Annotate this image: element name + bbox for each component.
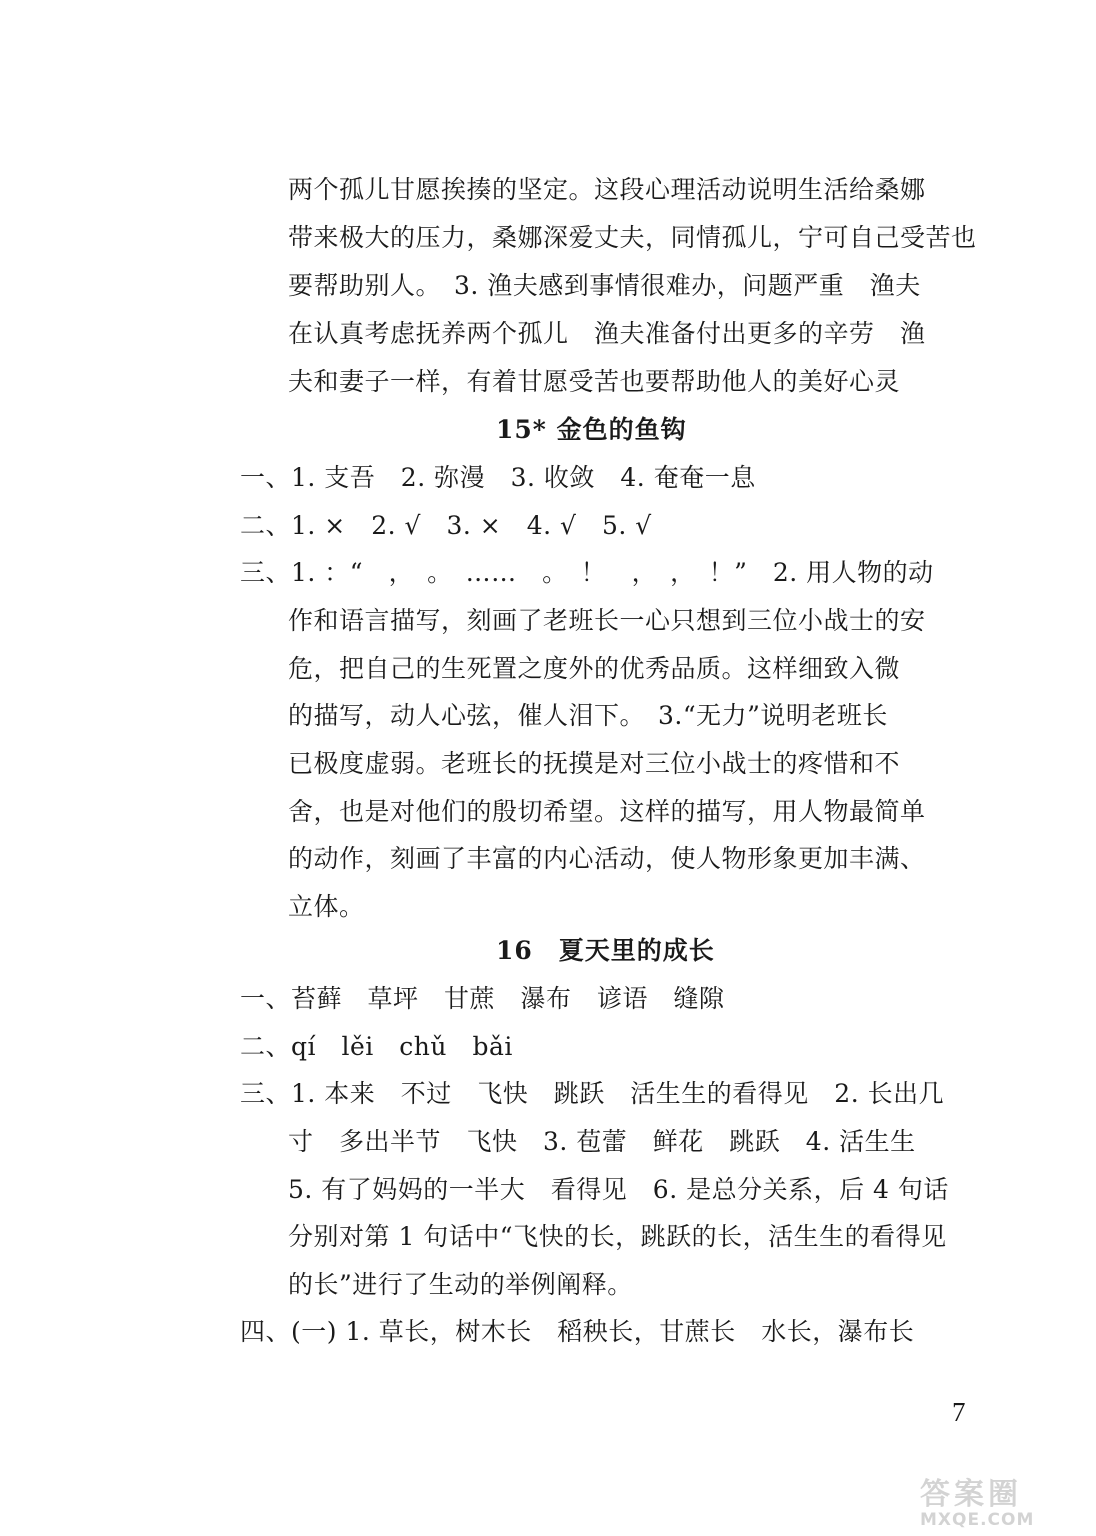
lesson-16-line-5: 5. 有了妈妈的一半大 看得见 6. 是总分关系，后 4 句话 bbox=[288, 1175, 949, 1204]
lesson-16-line-4: 寸 多出半节 飞快 3. 苞蕾 鲜花 跳跃 4. 活生生 bbox=[288, 1127, 916, 1156]
lesson-16-line-7: 的长”进行了生动的举例阐释。 bbox=[288, 1270, 633, 1299]
lesson-16-line-1: 一、苔藓 草坪 甘蔗 瀑布 谚语 缝隙 bbox=[240, 984, 725, 1013]
watermark-text: 答案圈 bbox=[920, 1477, 1022, 1512]
lesson-15-line-1: 一、1. 支吾 2. 弥漫 3. 收敛 4. 奄奄一息 bbox=[240, 463, 756, 492]
continuation-line-5: 夫和妻子一样，有着甘愿受苦也要帮助他人的美好心灵 bbox=[288, 367, 901, 396]
lesson-15-line-2: 二、1. × 2. √ 3. × 4. √ 5. √ bbox=[240, 511, 652, 540]
lesson-16-line-3: 三、1. 本来 不过 飞快 跳跃 活生生的看得见 2. 长出几 bbox=[240, 1079, 945, 1108]
lesson-15-line-8: 舍，也是对他们的殷切希望。这样的描写，用人物最简单 bbox=[288, 797, 926, 826]
watermark-url: MXQE.COM bbox=[920, 1510, 1035, 1530]
lesson-16-line-2: 二、qí lěi chǔ bǎi bbox=[240, 1032, 513, 1061]
lesson-15-line-10: 立体。 bbox=[288, 892, 365, 921]
lesson-16-line-6: 分别对第 1 句话中“飞快的长，跳跃的长，活生生的看得见 bbox=[288, 1222, 947, 1251]
lesson-16-title: 16 夏天里的成长 bbox=[496, 936, 715, 965]
continuation-line-2: 带来极大的压力，桑娜深爱丈夫，同情孤儿，宁可自己受苦也 bbox=[288, 223, 977, 252]
lesson-15-line-6: 的描写，动人心弦，催人泪下。 3.“无力”说明老班长 bbox=[288, 701, 888, 730]
lesson-15-line-9: 的动作，刻画了丰富的内心活动，使人物形象更加丰满、 bbox=[288, 844, 926, 873]
lesson-15-title: 15* 金色的鱼钩 bbox=[496, 415, 687, 444]
lesson-15-line-5: 危，把自己的生死置之度外的优秀品质。这样细致入微 bbox=[288, 654, 901, 683]
lesson-15-line-3: 三、1. ：“ ， 。 …… 。 ！ ， ， ！” 2. 用人物的动 bbox=[240, 558, 934, 587]
page-number: 7 bbox=[952, 1397, 966, 1427]
watermark-logo bbox=[920, 1477, 1090, 1532]
continuation-line-4: 在认真考虑抚养两个孤儿 渔夫准备付出更多的辛劳 渔 bbox=[288, 319, 926, 348]
lesson-16-line-8: 四、(一) 1. 草长，树木长 稻秧长，甘蔗长 水长，瀑布长 bbox=[240, 1317, 915, 1346]
continuation-line-3: 要帮助别人。 3. 渔夫感到事情很难办，问题严重 渔夫 bbox=[288, 271, 921, 300]
lesson-15-line-7: 已极度虚弱。老班长的抚摸是对三位小战士的疼惜和不 bbox=[288, 749, 901, 778]
lesson-15-line-4: 作和语言描写，刻画了老班长一心只想到三位小战士的安 bbox=[288, 606, 926, 635]
continuation-line-1: 两个孤儿甘愿挨揍的坚定。这段心理活动说明生活给桑娜 bbox=[288, 175, 926, 204]
